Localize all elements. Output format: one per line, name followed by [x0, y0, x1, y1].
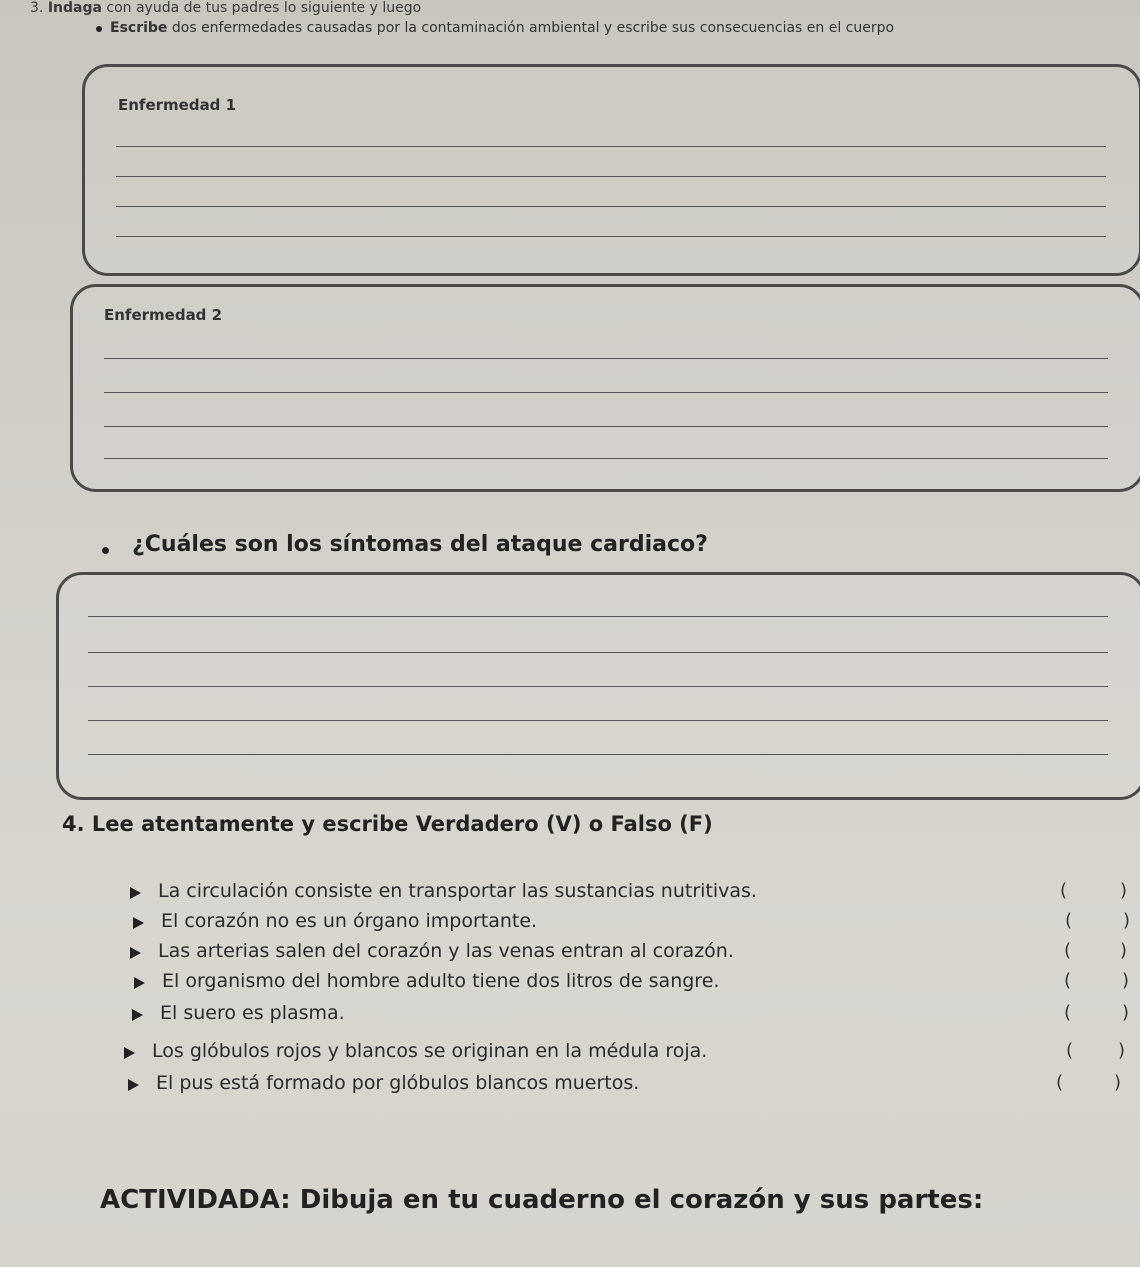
arrow-bullet-icon	[132, 1009, 143, 1021]
writing-line[interactable]	[88, 754, 1108, 755]
answer-open-paren[interactable]: (	[1064, 970, 1072, 991]
writing-line[interactable]	[116, 236, 1106, 237]
answer-box-disease-2	[70, 284, 1140, 492]
answer-open-paren[interactable]: (	[1056, 1072, 1064, 1093]
statement: El corazón no es un órgano importante.	[161, 910, 538, 932]
writing-line[interactable]	[88, 652, 1108, 653]
answer-close-paren[interactable]: )	[1123, 910, 1131, 931]
arrow-bullet-icon	[124, 1047, 135, 1059]
intro-text: con ayuda de tus padres lo siguiente y luego	[106, 0, 422, 16]
list-item	[124, 1040, 1124, 1070]
activity-instruction: ACTIVIDADA: Dibuja en tu cuaderno el corazón y sus partes:	[100, 1185, 984, 1215]
writing-line[interactable]	[116, 206, 1106, 207]
box-label-disease-2: Enfermedad 2	[104, 306, 223, 324]
list-item	[128, 1072, 1128, 1102]
statement: Las arterias salen del corazón y las venas entran al corazón.	[158, 940, 734, 962]
arrow-bullet-icon	[130, 947, 141, 959]
writing-line[interactable]	[104, 458, 1108, 459]
answer-close-paren[interactable]: )	[1122, 1002, 1130, 1023]
list-item	[130, 880, 1130, 910]
statement: El pus está formado por glóbulos blancos muertos.	[156, 1072, 640, 1094]
item-number: 3.	[30, 0, 44, 16]
answer-open-paren[interactable]: (	[1064, 940, 1072, 961]
statement: La circulación consiste en transportar las sustancias nutritivas.	[158, 880, 757, 902]
box-label-disease-1: Enfermedad 1	[118, 96, 237, 114]
answer-open-paren[interactable]: (	[1064, 1002, 1072, 1023]
answer-close-paren[interactable]: )	[1114, 1072, 1122, 1093]
answer-open-paren[interactable]: (	[1066, 1040, 1074, 1061]
bullet-icon	[96, 26, 102, 32]
answer-open-paren[interactable]: (	[1060, 880, 1068, 901]
writing-line[interactable]	[104, 358, 1108, 359]
writing-line[interactable]	[88, 616, 1108, 617]
answer-close-paren[interactable]: )	[1118, 1040, 1126, 1061]
bullet-icon	[102, 547, 109, 554]
arrow-bullet-icon	[133, 917, 144, 929]
answer-close-paren[interactable]: )	[1122, 970, 1130, 991]
writing-line[interactable]	[116, 146, 1106, 147]
instruction	[110, 18, 1130, 38]
intro-bold: Indaga	[47, 0, 102, 16]
list-item	[130, 940, 1130, 970]
writing-line[interactable]	[88, 720, 1108, 721]
statement: El organismo del hombre adulto tiene dos litros de sangre.	[162, 970, 720, 992]
statement: El suero es plasma.	[160, 1002, 345, 1024]
instruction-bold: Escribe	[110, 20, 168, 36]
list-item	[132, 1002, 1132, 1032]
writing-line[interactable]	[104, 426, 1108, 427]
arrow-bullet-icon	[130, 887, 141, 899]
list-item	[134, 970, 1134, 1000]
writing-line[interactable]	[104, 392, 1108, 393]
list-item	[133, 910, 1133, 940]
section-4-title: 4. Lee atentamente y escribe Verdadero (V) o Falso (F)	[62, 812, 713, 836]
answer-open-paren[interactable]: (	[1065, 910, 1073, 931]
writing-line[interactable]	[116, 176, 1106, 177]
arrow-bullet-icon	[134, 977, 145, 989]
question-heart-attack: ¿Cuáles son los síntomas del ataque cardiaco?	[132, 532, 708, 557]
answer-close-paren[interactable]: )	[1120, 880, 1128, 901]
answer-close-paren[interactable]: )	[1120, 940, 1128, 961]
answer-box-disease-1	[82, 64, 1140, 276]
statement: Los glóbulos rojos y blancos se originan en la médula roja.	[152, 1040, 708, 1062]
writing-line[interactable]	[88, 686, 1108, 687]
instruction-text: dos enfermedades causadas por la contaminación ambiental y escribe sus consecuencias en el cuerpo	[171, 20, 895, 36]
arrow-bullet-icon	[128, 1079, 139, 1091]
